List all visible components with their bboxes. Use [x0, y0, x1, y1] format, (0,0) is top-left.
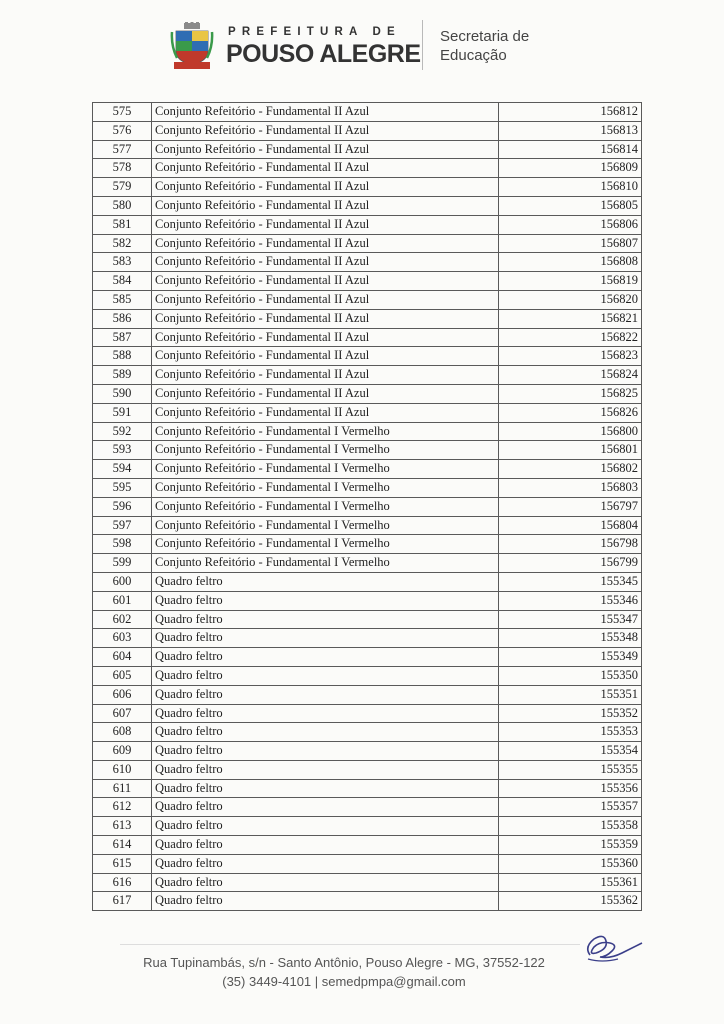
asset-code: 156810	[499, 178, 642, 197]
table-row	[93, 478, 642, 497]
row-number: 606	[93, 685, 152, 704]
row-number: 613	[93, 817, 152, 836]
table-row	[93, 159, 642, 178]
asset-code: 156824	[499, 366, 642, 385]
item-description: Quadro feltro	[152, 629, 499, 648]
row-number: 611	[93, 779, 152, 798]
item-description: Conjunto Refeitório - Fundamental II Azul	[152, 272, 499, 291]
table-row	[93, 591, 642, 610]
table-row	[93, 103, 642, 122]
table-row	[93, 704, 642, 723]
row-number: 596	[93, 497, 152, 516]
item-description: Conjunto Refeitório - Fundamental II Azul	[152, 159, 499, 178]
item-description: Conjunto Refeitório - Fundamental II Azul	[152, 140, 499, 159]
item-description: Conjunto Refeitório - Fundamental I Vermelho	[152, 516, 499, 535]
row-number: 612	[93, 798, 152, 817]
item-description: Quadro feltro	[152, 760, 499, 779]
asset-code: 155355	[499, 760, 642, 779]
row-number: 594	[93, 460, 152, 479]
table-row	[93, 366, 642, 385]
item-description: Conjunto Refeitório - Fundamental II Azul	[152, 178, 499, 197]
row-number: 586	[93, 309, 152, 328]
table-row	[93, 798, 642, 817]
table-row	[93, 384, 642, 403]
row-number: 587	[93, 328, 152, 347]
asset-code: 156820	[499, 290, 642, 309]
asset-code: 156806	[499, 215, 642, 234]
row-number: 609	[93, 742, 152, 761]
asset-code: 155356	[499, 779, 642, 798]
asset-code: 156826	[499, 403, 642, 422]
table-row	[93, 497, 642, 516]
asset-code: 156807	[499, 234, 642, 253]
row-number: 585	[93, 290, 152, 309]
letterhead	[170, 18, 570, 74]
asset-code: 156799	[499, 554, 642, 573]
item-description: Quadro feltro	[152, 610, 499, 629]
item-description: Conjunto Refeitório - Fundamental II Azul	[152, 328, 499, 347]
inventory-table	[92, 102, 642, 911]
item-description: Quadro feltro	[152, 685, 499, 704]
footer-address: Rua Tupinambás, s/n - Santo Antônio, Pouso Alegre - MG, 37552-122	[143, 955, 545, 970]
table-row	[93, 554, 642, 573]
row-number: 600	[93, 572, 152, 591]
row-number: 595	[93, 478, 152, 497]
footer-divider	[120, 944, 580, 945]
asset-code: 156800	[499, 422, 642, 441]
row-number: 601	[93, 591, 152, 610]
handwritten-signature	[580, 925, 650, 970]
item-description: Quadro feltro	[152, 892, 499, 911]
item-description: Conjunto Refeitório - Fundamental II Azul	[152, 403, 499, 422]
row-number: 616	[93, 873, 152, 892]
row-number: 592	[93, 422, 152, 441]
footer-contact: (35) 3449-4101 | semedpmpa@gmail.com	[222, 974, 466, 989]
brand-city-name: POUSO ALEGRE	[226, 40, 421, 68]
row-number: 579	[93, 178, 152, 197]
item-description: Conjunto Refeitório - Fundamental I Vermelho	[152, 460, 499, 479]
row-number: 602	[93, 610, 152, 629]
row-number: 593	[93, 441, 152, 460]
asset-code: 155354	[499, 742, 642, 761]
item-description: Conjunto Refeitório - Fundamental I Vermelho	[152, 554, 499, 573]
table-row	[93, 121, 642, 140]
asset-code: 155351	[499, 685, 642, 704]
department-name-line2: Educação	[440, 47, 507, 64]
row-number: 603	[93, 629, 152, 648]
table-row	[93, 854, 642, 873]
asset-code: 155357	[499, 798, 642, 817]
item-description: Quadro feltro	[152, 742, 499, 761]
row-number: 591	[93, 403, 152, 422]
table-row	[93, 328, 642, 347]
item-description: Quadro feltro	[152, 836, 499, 855]
row-number: 604	[93, 648, 152, 667]
asset-code: 156808	[499, 253, 642, 272]
row-number: 577	[93, 140, 152, 159]
item-description: Conjunto Refeitório - Fundamental II Azul	[152, 347, 499, 366]
row-number: 583	[93, 253, 152, 272]
table-row	[93, 272, 642, 291]
row-number: 580	[93, 196, 152, 215]
asset-code: 156812	[499, 103, 642, 122]
table-row	[93, 516, 642, 535]
item-description: Conjunto Refeitório - Fundamental II Azul	[152, 366, 499, 385]
row-number: 589	[93, 366, 152, 385]
item-description: Conjunto Refeitório - Fundamental II Azul	[152, 253, 499, 272]
table-row	[93, 309, 642, 328]
table-row	[93, 178, 642, 197]
row-number: 590	[93, 384, 152, 403]
table-row	[93, 422, 642, 441]
asset-code: 155358	[499, 817, 642, 836]
asset-code: 155346	[499, 591, 642, 610]
table-row	[93, 441, 642, 460]
table-row	[93, 234, 642, 253]
asset-code: 156809	[499, 159, 642, 178]
row-number: 584	[93, 272, 152, 291]
department-name-line1: Secretaria de	[440, 28, 530, 45]
item-description: Quadro feltro	[152, 704, 499, 723]
asset-code: 156804	[499, 516, 642, 535]
asset-code: 156814	[499, 140, 642, 159]
table-row	[93, 610, 642, 629]
table-row	[93, 572, 642, 591]
row-number: 614	[93, 836, 152, 855]
item-description: Quadro feltro	[152, 666, 499, 685]
item-description: Conjunto Refeitório - Fundamental I Vermelho	[152, 497, 499, 516]
asset-code: 156823	[499, 347, 642, 366]
row-number: 599	[93, 554, 152, 573]
asset-code: 156819	[499, 272, 642, 291]
row-number: 597	[93, 516, 152, 535]
item-description: Quadro feltro	[152, 572, 499, 591]
table-row	[93, 290, 642, 309]
row-number: 576	[93, 121, 152, 140]
asset-code: 156797	[499, 497, 642, 516]
item-description: Conjunto Refeitório - Fundamental II Azul	[152, 103, 499, 122]
asset-code: 155362	[499, 892, 642, 911]
asset-code: 155348	[499, 629, 642, 648]
asset-code: 156805	[499, 196, 642, 215]
row-number: 578	[93, 159, 152, 178]
item-description: Conjunto Refeitório - Fundamental II Azul	[152, 215, 499, 234]
item-description: Quadro feltro	[152, 854, 499, 873]
item-description: Conjunto Refeitório - Fundamental II Azul	[152, 234, 499, 253]
row-number: 610	[93, 760, 152, 779]
table-row	[93, 140, 642, 159]
row-number: 588	[93, 347, 152, 366]
row-number: 607	[93, 704, 152, 723]
asset-code: 155345	[499, 572, 642, 591]
table-row	[93, 253, 642, 272]
table-row	[93, 817, 642, 836]
item-description: Conjunto Refeitório - Fundamental II Azul	[152, 384, 499, 403]
table-row	[93, 685, 642, 704]
asset-code: 156802	[499, 460, 642, 479]
table-row	[93, 535, 642, 554]
item-description: Conjunto Refeitório - Fundamental II Azul	[152, 121, 499, 140]
item-description: Conjunto Refeitório - Fundamental II Azul	[152, 309, 499, 328]
asset-code: 155350	[499, 666, 642, 685]
asset-code: 155349	[499, 648, 642, 667]
item-description: Conjunto Refeitório - Fundamental I Vermelho	[152, 478, 499, 497]
row-number: 617	[93, 892, 152, 911]
asset-code: 156821	[499, 309, 642, 328]
row-number: 608	[93, 723, 152, 742]
row-number: 605	[93, 666, 152, 685]
row-number: 598	[93, 535, 152, 554]
table-row	[93, 723, 642, 742]
row-number: 581	[93, 215, 152, 234]
asset-code: 156813	[499, 121, 642, 140]
table-row	[93, 347, 642, 366]
item-description: Conjunto Refeitório - Fundamental II Azul	[152, 290, 499, 309]
asset-code: 156803	[499, 478, 642, 497]
header-divider	[422, 20, 423, 70]
item-description: Conjunto Refeitório - Fundamental I Vermelho	[152, 422, 499, 441]
asset-code: 156825	[499, 384, 642, 403]
item-description: Quadro feltro	[152, 648, 499, 667]
item-description: Quadro feltro	[152, 798, 499, 817]
item-description: Conjunto Refeitório - Fundamental I Vermelho	[152, 535, 499, 554]
asset-code: 155359	[499, 836, 642, 855]
asset-code: 156801	[499, 441, 642, 460]
row-number: 615	[93, 854, 152, 873]
table-row	[93, 215, 642, 234]
row-number: 575	[93, 103, 152, 122]
table-row	[93, 779, 642, 798]
table-row	[93, 892, 642, 911]
table-row	[93, 873, 642, 892]
table-row	[93, 648, 642, 667]
asset-code: 155360	[499, 854, 642, 873]
asset-code: 156798	[499, 535, 642, 554]
asset-code: 155347	[499, 610, 642, 629]
asset-code: 155353	[499, 723, 642, 742]
asset-code: 156822	[499, 328, 642, 347]
item-description: Quadro feltro	[152, 723, 499, 742]
row-number: 582	[93, 234, 152, 253]
item-description: Conjunto Refeitório - Fundamental II Azul	[152, 196, 499, 215]
brand-prefix: PREFEITURA DE	[228, 26, 401, 38]
table-row	[93, 666, 642, 685]
table-row	[93, 460, 642, 479]
asset-code: 155352	[499, 704, 642, 723]
asset-code: 155361	[499, 873, 642, 892]
item-description: Quadro feltro	[152, 591, 499, 610]
table-row	[93, 629, 642, 648]
table-body	[93, 103, 642, 911]
item-description: Quadro feltro	[152, 873, 499, 892]
table-row	[93, 403, 642, 422]
item-description: Quadro feltro	[152, 817, 499, 836]
coat-of-arms-icon	[170, 22, 214, 70]
table-row	[93, 760, 642, 779]
item-description: Conjunto Refeitório - Fundamental I Vermelho	[152, 441, 499, 460]
item-description: Quadro feltro	[152, 779, 499, 798]
table-row	[93, 836, 642, 855]
table-row	[93, 742, 642, 761]
table-row	[93, 196, 642, 215]
